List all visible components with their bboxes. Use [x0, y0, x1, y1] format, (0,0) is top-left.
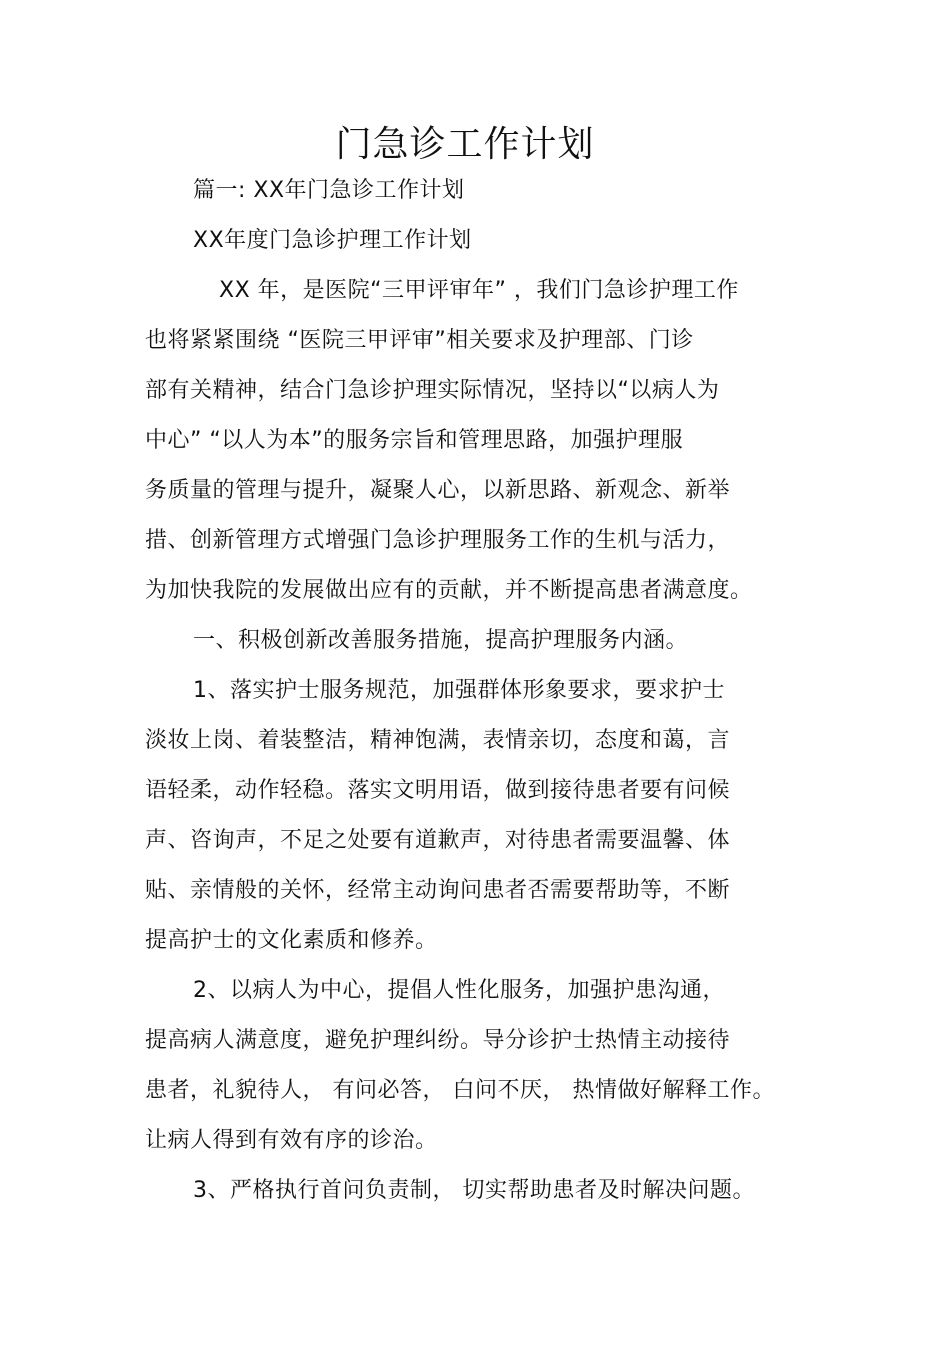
paragraph-line: 提高护士的文化素质和修养。 [145, 928, 438, 953]
paragraph-line: 也将紧紧围绕 “医院三甲评审”相关要求及护理部、门诊 [145, 328, 694, 353]
paragraph-line: 部有关精神，结合门急诊护理实际情况，坚持以“以病人为 [145, 378, 720, 403]
document-title: 门急诊工作计划 [335, 124, 595, 165]
section-heading-2: 一、积极创新改善服务措施，提高护理服务内涵。 [193, 628, 689, 653]
subheading: XX年度门急诊护理工作计划 [193, 228, 472, 253]
paragraph-line: 中心” “以人为本”的服务宗旨和管理思路，加强护理服 [145, 428, 684, 453]
paragraph-line: 务质量的管理与提升，凝聚人心，以新思路、新观念、新举 [145, 478, 731, 503]
paragraph-line: 为加快我院的发展做出应有的贡献，并不断提高患者满意度。 [145, 578, 753, 603]
paragraph-line: 措、创新管理方式增强门急诊护理服务工作的生机与活力， [145, 528, 731, 553]
paragraph-line: 让病人得到有效有序的诊治。 [145, 1128, 438, 1153]
paragraph-line: 2、以病人为中心，提倡人性化服务，加强护患沟通， [193, 978, 725, 1003]
paragraph-line: 语轻柔，动作轻稳。落实文明用语，做到接待患者要有问候 [145, 778, 731, 803]
paragraph-line: 淡妆上岗、着装整洁，精神饱满，表情亲切，态度和蔼，言 [145, 728, 731, 753]
section-heading-1: 篇一: XX年门急诊工作计划 [193, 178, 465, 203]
paragraph-line: 提高病人满意度，避免护理纠纷。导分诊护士热情主动接待 [145, 1028, 731, 1053]
paragraph-line: 声、咨询声，不足之处要有道歉声，对待患者需要温馨、体 [145, 828, 731, 853]
paragraph-line: XX 年，是医院“三甲评审年” ，我们门急诊护理工作 [219, 278, 739, 303]
paragraph-line: 贴、亲情般的关怀，经常主动询问患者否需要帮助等，不断 [145, 878, 731, 903]
paragraph-line: 患者，礼貌待人， 有问必答， 白问不厌， 热情做好解释工作。 [145, 1078, 775, 1103]
paragraph-line: 3、严格执行首问负责制， 切实帮助患者及时解决问题。 [193, 1178, 755, 1203]
paragraph-line: 1、落实护士服务规范，加强群体形象要求，要求护士 [193, 678, 725, 703]
